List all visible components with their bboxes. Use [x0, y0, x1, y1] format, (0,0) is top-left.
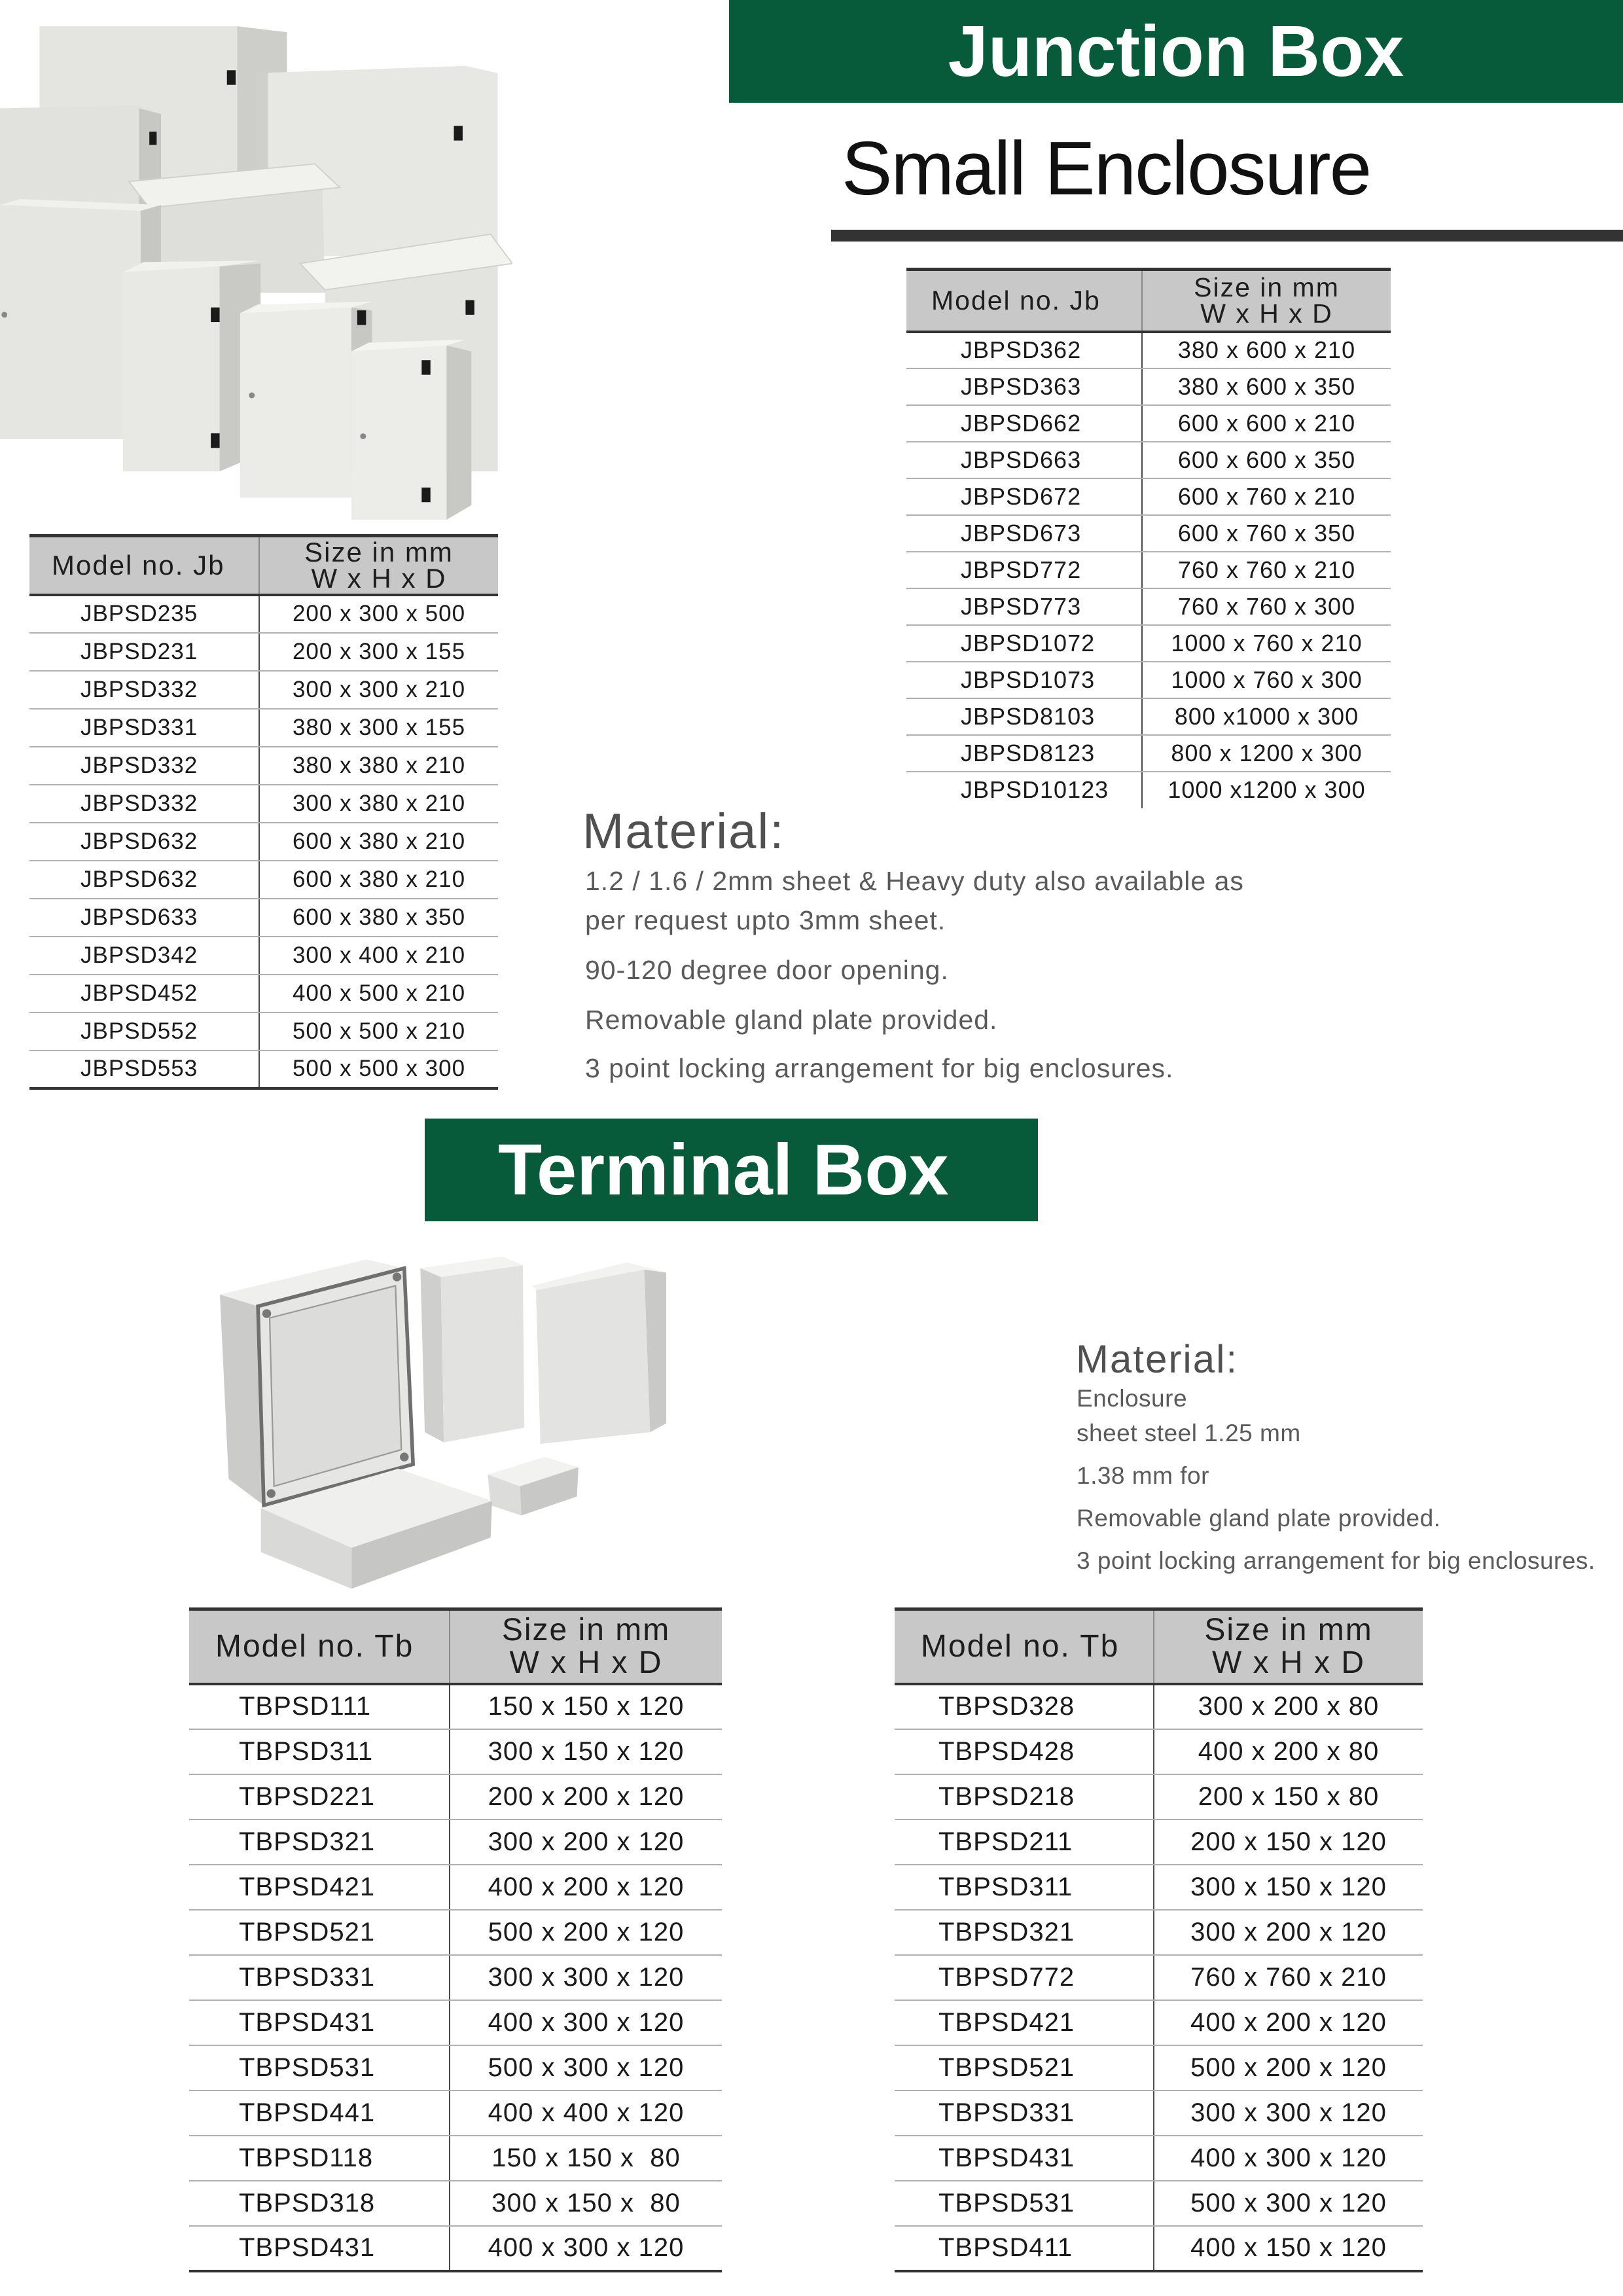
model-no-cell: TBPSD411	[895, 2226, 1154, 2271]
model-no-cell: TBPSD221	[189, 1774, 450, 1820]
model-no-cell: JBPSD552	[29, 1013, 259, 1050]
table-row	[29, 709, 498, 747]
column-header-size	[259, 536, 498, 595]
model-no-cell: TBPSD531	[895, 2181, 1154, 2226]
terminal-box-table-left	[189, 1607, 722, 2272]
terminal-material-line: Removable gland plate provided.	[1077, 1505, 1441, 1532]
terminal-box-banner	[425, 1119, 1038, 1221]
table-row	[29, 1013, 498, 1050]
size-cell: 400 x 500 x 210	[259, 975, 498, 1013]
size-cell: 400 x 150 x 120	[1154, 2226, 1423, 2271]
table-body	[906, 332, 1391, 808]
model-no-cell: TBPSD331	[189, 1955, 450, 2000]
model-no-cell: TBPSD521	[895, 2045, 1154, 2090]
size-cell: 400 x 400 x 120	[450, 2090, 722, 2136]
size-cell: 380 x 600 x 210	[1142, 332, 1391, 368]
model-no-cell: TBPSD421	[189, 1865, 450, 1910]
size-cell: 300 x 200 x 120	[1154, 1910, 1423, 1955]
table-row	[906, 368, 1391, 405]
terminal-box-table-right	[895, 1607, 1423, 2272]
size-cell: 200 x 300 x 500	[259, 595, 498, 633]
size-cell: 400 x 200 x 120	[1154, 2000, 1423, 2045]
table-row	[906, 442, 1391, 478]
size-cell: 380 x 300 x 155	[259, 709, 498, 747]
size-cell: 600 x 380 x 210	[259, 861, 498, 899]
table-header-row	[189, 1609, 722, 1684]
size-cell: 380 x 380 x 210	[259, 747, 498, 785]
size-cell: 300 x 150 x 120	[450, 1729, 722, 1774]
size-cell: 400 x 300 x 120	[450, 2000, 722, 2045]
model-no-cell: JBPSD362	[906, 332, 1142, 368]
model-no-cell: JBPSD363	[906, 368, 1142, 405]
size-cell: 400 x 300 x 120	[1154, 2136, 1423, 2181]
size-cell: 300 x 150 x 120	[1154, 1865, 1423, 1910]
junction-material-line: 1.2 / 1.6 / 2mm sheet & Heavy duty also available as	[585, 866, 1244, 896]
table-row	[895, 1910, 1423, 1955]
column-header-model: Model no. Jb	[29, 536, 259, 595]
table-row	[29, 747, 498, 785]
size-cell: 300 x 150 x 80	[450, 2181, 722, 2226]
size-header-line1: Size in mm	[1194, 272, 1340, 303]
size-header-line1: Size in mm	[501, 1612, 671, 1647]
terminal-material-heading: Material:	[1076, 1337, 1239, 1381]
size-cell: 600 x 600 x 350	[1142, 442, 1391, 478]
table-row	[906, 552, 1391, 588]
model-no-cell: TBPSD118	[189, 2136, 450, 2181]
table-row	[895, 1865, 1423, 1910]
table-row	[29, 595, 498, 633]
size-header-line2: W x H x D	[1212, 1645, 1365, 1680]
table-header-row	[906, 270, 1391, 332]
size-cell: 600 x 760 x 350	[1142, 515, 1391, 552]
table-row	[189, 1684, 722, 1729]
model-no-cell: TBPSD211	[895, 1820, 1154, 1865]
size-cell: 800 x1000 x 300	[1142, 698, 1391, 735]
size-cell: 300 x 200 x 120	[450, 1820, 722, 1865]
size-cell: 800 x 1200 x 300	[1142, 735, 1391, 772]
model-no-cell: TBPSD441	[189, 2090, 450, 2136]
model-no-cell: TBPSD111	[189, 1684, 450, 1729]
model-no-cell: JBPSD332	[29, 671, 259, 709]
size-cell: 400 x 300 x 120	[450, 2226, 722, 2271]
model-no-cell: JBPSD235	[29, 595, 259, 633]
table-body	[895, 1684, 1423, 2271]
table-row	[29, 899, 498, 937]
table-header-row	[895, 1609, 1423, 1684]
size-cell: 760 x 760 x 210	[1154, 1955, 1423, 2000]
junction-box-table-left	[29, 534, 498, 1090]
model-no-cell: TBPSD521	[189, 1910, 450, 1955]
table-row	[189, 2226, 722, 2271]
table-row	[895, 1955, 1423, 2000]
size-cell: 600 x 760 x 210	[1142, 478, 1391, 515]
model-no-cell: JBPSD672	[906, 478, 1142, 515]
terminal-box-enclosures-photo	[220, 1252, 666, 1605]
column-header-size	[1154, 1609, 1423, 1684]
model-no-cell: TBPSD431	[189, 2000, 450, 2045]
model-no-cell: JBPSD231	[29, 633, 259, 671]
column-header-model: Model no. Tb	[189, 1609, 450, 1684]
size-cell: 200 x 300 x 155	[259, 633, 498, 671]
terminal-material-line: Enclosure	[1077, 1385, 1188, 1412]
model-no-cell: JBPSD773	[906, 588, 1142, 625]
table-row	[189, 1865, 722, 1910]
size-cell: 300 x 300 x 210	[259, 671, 498, 709]
table-row	[895, 1774, 1423, 1820]
model-no-cell: TBPSD311	[895, 1865, 1154, 1910]
terminal-box-title: Terminal Box	[498, 1130, 949, 1210]
column-header-size	[1142, 270, 1391, 332]
table-row	[189, 2181, 722, 2226]
size-cell: 1000 x 760 x 300	[1142, 662, 1391, 698]
model-no-cell: TBPSD428	[895, 1729, 1154, 1774]
size-cell: 500 x 300 x 120	[1154, 2181, 1423, 2226]
size-header-line1: Size in mm	[304, 536, 454, 567]
small-enclosure-subtitle: Small Enclosure	[842, 126, 1371, 211]
junction-material-line: per request upto 3mm sheet.	[585, 905, 946, 935]
model-no-cell: TBPSD321	[895, 1910, 1154, 1955]
table-row	[189, 2000, 722, 2045]
size-cell: 500 x 500 x 300	[259, 1050, 498, 1088]
size-header-line1: Size in mm	[1204, 1612, 1373, 1647]
junction-material-line: Removable gland plate provided.	[585, 1005, 998, 1035]
size-cell: 300 x 300 x 120	[450, 1955, 722, 2000]
table-body	[29, 595, 498, 1088]
size-cell: 150 x 150 x 120	[450, 1684, 722, 1729]
model-no-cell: JBPSD10123	[906, 772, 1142, 808]
model-no-cell: JBPSD553	[29, 1050, 259, 1088]
table-row	[906, 772, 1391, 808]
model-no-cell: TBPSD321	[189, 1820, 450, 1865]
size-cell: 300 x 300 x 120	[1154, 2090, 1423, 2136]
terminal-material-line: 1.38 mm for	[1077, 1462, 1209, 1489]
model-no-cell: JBPSD632	[29, 823, 259, 861]
size-cell: 300 x 400 x 210	[259, 937, 498, 975]
model-no-cell: TBPSD331	[895, 2090, 1154, 2136]
table-row	[29, 861, 498, 899]
model-no-cell: TBPSD431	[895, 2136, 1154, 2181]
table-row	[906, 332, 1391, 368]
column-header-model: Model no. Tb	[895, 1609, 1154, 1684]
table-row	[895, 2045, 1423, 2090]
table-header-row	[29, 536, 498, 595]
size-cell: 1000 x 760 x 210	[1142, 625, 1391, 662]
model-no-cell: JBPSD663	[906, 442, 1142, 478]
model-no-cell: JBPSD8103	[906, 698, 1142, 735]
table-row	[906, 735, 1391, 772]
size-cell: 600 x 380 x 210	[259, 823, 498, 861]
table-row	[895, 2000, 1423, 2045]
table-row	[895, 1684, 1423, 1729]
size-cell: 200 x 150 x 120	[1154, 1820, 1423, 1865]
size-cell: 600 x 380 x 350	[259, 899, 498, 937]
table-row	[29, 937, 498, 975]
junction-box-title: Junction Box	[948, 11, 1404, 92]
table-row	[189, 1955, 722, 2000]
table-row	[29, 823, 498, 861]
size-cell: 500 x 500 x 210	[259, 1013, 498, 1050]
size-cell: 1000 x1200 x 300	[1168, 776, 1366, 803]
terminal-material-line: sheet steel 1.25 mm	[1077, 1420, 1301, 1446]
model-no-cell: JBPSD452	[29, 975, 259, 1013]
table-row	[906, 515, 1391, 552]
model-no-cell: TBPSD421	[895, 2000, 1154, 2045]
table-row	[906, 625, 1391, 662]
model-no-cell: JBPSD772	[906, 552, 1142, 588]
size-cell: 200 x 200 x 120	[450, 1774, 722, 1820]
junction-material-line: 3 point locking arrangement for big enclosures.	[585, 1053, 1174, 1083]
model-no-cell: JBPSD8123	[906, 735, 1142, 772]
table-row	[189, 1820, 722, 1865]
table-row	[189, 2045, 722, 2090]
table-row	[906, 588, 1391, 625]
table-row	[906, 698, 1391, 735]
table-row	[895, 1820, 1423, 1865]
junction-box-banner	[729, 0, 1623, 103]
model-no-cell: JBPSD332	[29, 747, 259, 785]
table-row	[29, 671, 498, 709]
model-no-cell: TBPSD772	[895, 1955, 1154, 2000]
table-row	[895, 1729, 1423, 1774]
table-row	[895, 2181, 1423, 2226]
junction-material-heading: Material:	[582, 804, 785, 859]
table-row	[29, 785, 498, 823]
table-row	[906, 405, 1391, 442]
table-row	[906, 662, 1391, 698]
model-no-cell: TBPSD218	[895, 1774, 1154, 1820]
model-no-cell: JBPSD342	[29, 937, 259, 975]
size-header-line2: W x H x D	[509, 1645, 663, 1680]
column-header-size	[450, 1609, 722, 1684]
size-cell: 200 x 150 x 80	[1154, 1774, 1423, 1820]
size-cell: 400 x 200 x 80	[1154, 1729, 1423, 1774]
size-header-line2: W x H x D	[1200, 298, 1333, 329]
size-cell: 300 x 380 x 210	[259, 785, 498, 823]
size-cell: 500 x 200 x 120	[450, 1910, 722, 1955]
table-row	[189, 2136, 722, 2181]
table-row	[189, 1729, 722, 1774]
table-row	[906, 478, 1391, 515]
size-cell: 380 x 600 x 350	[1142, 368, 1391, 405]
table-row	[189, 1910, 722, 1955]
size-cell: 500 x 300 x 120	[450, 2045, 722, 2090]
size-cell: 150 x 150 x 80	[450, 2136, 722, 2181]
size-cell: 760 x 760 x 300	[1142, 588, 1391, 625]
model-no-cell: TBPSD431	[189, 2226, 450, 2271]
size-cell: 760 x 760 x 210	[1142, 552, 1391, 588]
terminal-material-line: 3 point locking arrangement for big enclosures.	[1077, 1547, 1596, 1574]
model-no-cell: JBPSD633	[29, 899, 259, 937]
size-cell: 500 x 200 x 120	[1154, 2045, 1423, 2090]
model-no-cell: JBPSD1072	[906, 625, 1142, 662]
table-row	[29, 975, 498, 1013]
table-row	[189, 2090, 722, 2136]
model-no-cell: JBPSD1073	[906, 662, 1142, 698]
size-cell: 600 x 600 x 210	[1142, 405, 1391, 442]
subtitle-divider	[831, 230, 1623, 242]
table-row	[895, 2090, 1423, 2136]
model-no-cell: JBPSD332	[29, 785, 259, 823]
junction-box-enclosures-photo	[0, 26, 512, 524]
model-no-cell: TBPSD328	[895, 1684, 1154, 1729]
model-no-cell: TBPSD318	[189, 2181, 450, 2226]
table-row	[29, 633, 498, 671]
model-no-cell: JBPSD331	[29, 709, 259, 747]
junction-material-line: 90-120 degree door opening.	[585, 955, 949, 985]
model-no-cell: TBPSD531	[189, 2045, 450, 2090]
size-header-line2: W x H x D	[311, 562, 447, 594]
junction-box-table-right	[906, 268, 1391, 808]
table-row	[189, 1774, 722, 1820]
model-no-cell: JBPSD662	[906, 405, 1142, 442]
table-row	[895, 2226, 1423, 2271]
table-body	[189, 1684, 722, 2271]
table-row	[29, 1050, 498, 1088]
table-row	[895, 2136, 1423, 2181]
size-cell: 300 x 200 x 80	[1154, 1684, 1423, 1729]
model-no-cell: JBPSD632	[29, 861, 259, 899]
model-no-cell: TBPSD311	[189, 1729, 450, 1774]
model-no-cell: JBPSD673	[906, 515, 1142, 552]
column-header-model: Model no. Jb	[906, 270, 1142, 332]
size-cell: 400 x 200 x 120	[450, 1865, 722, 1910]
